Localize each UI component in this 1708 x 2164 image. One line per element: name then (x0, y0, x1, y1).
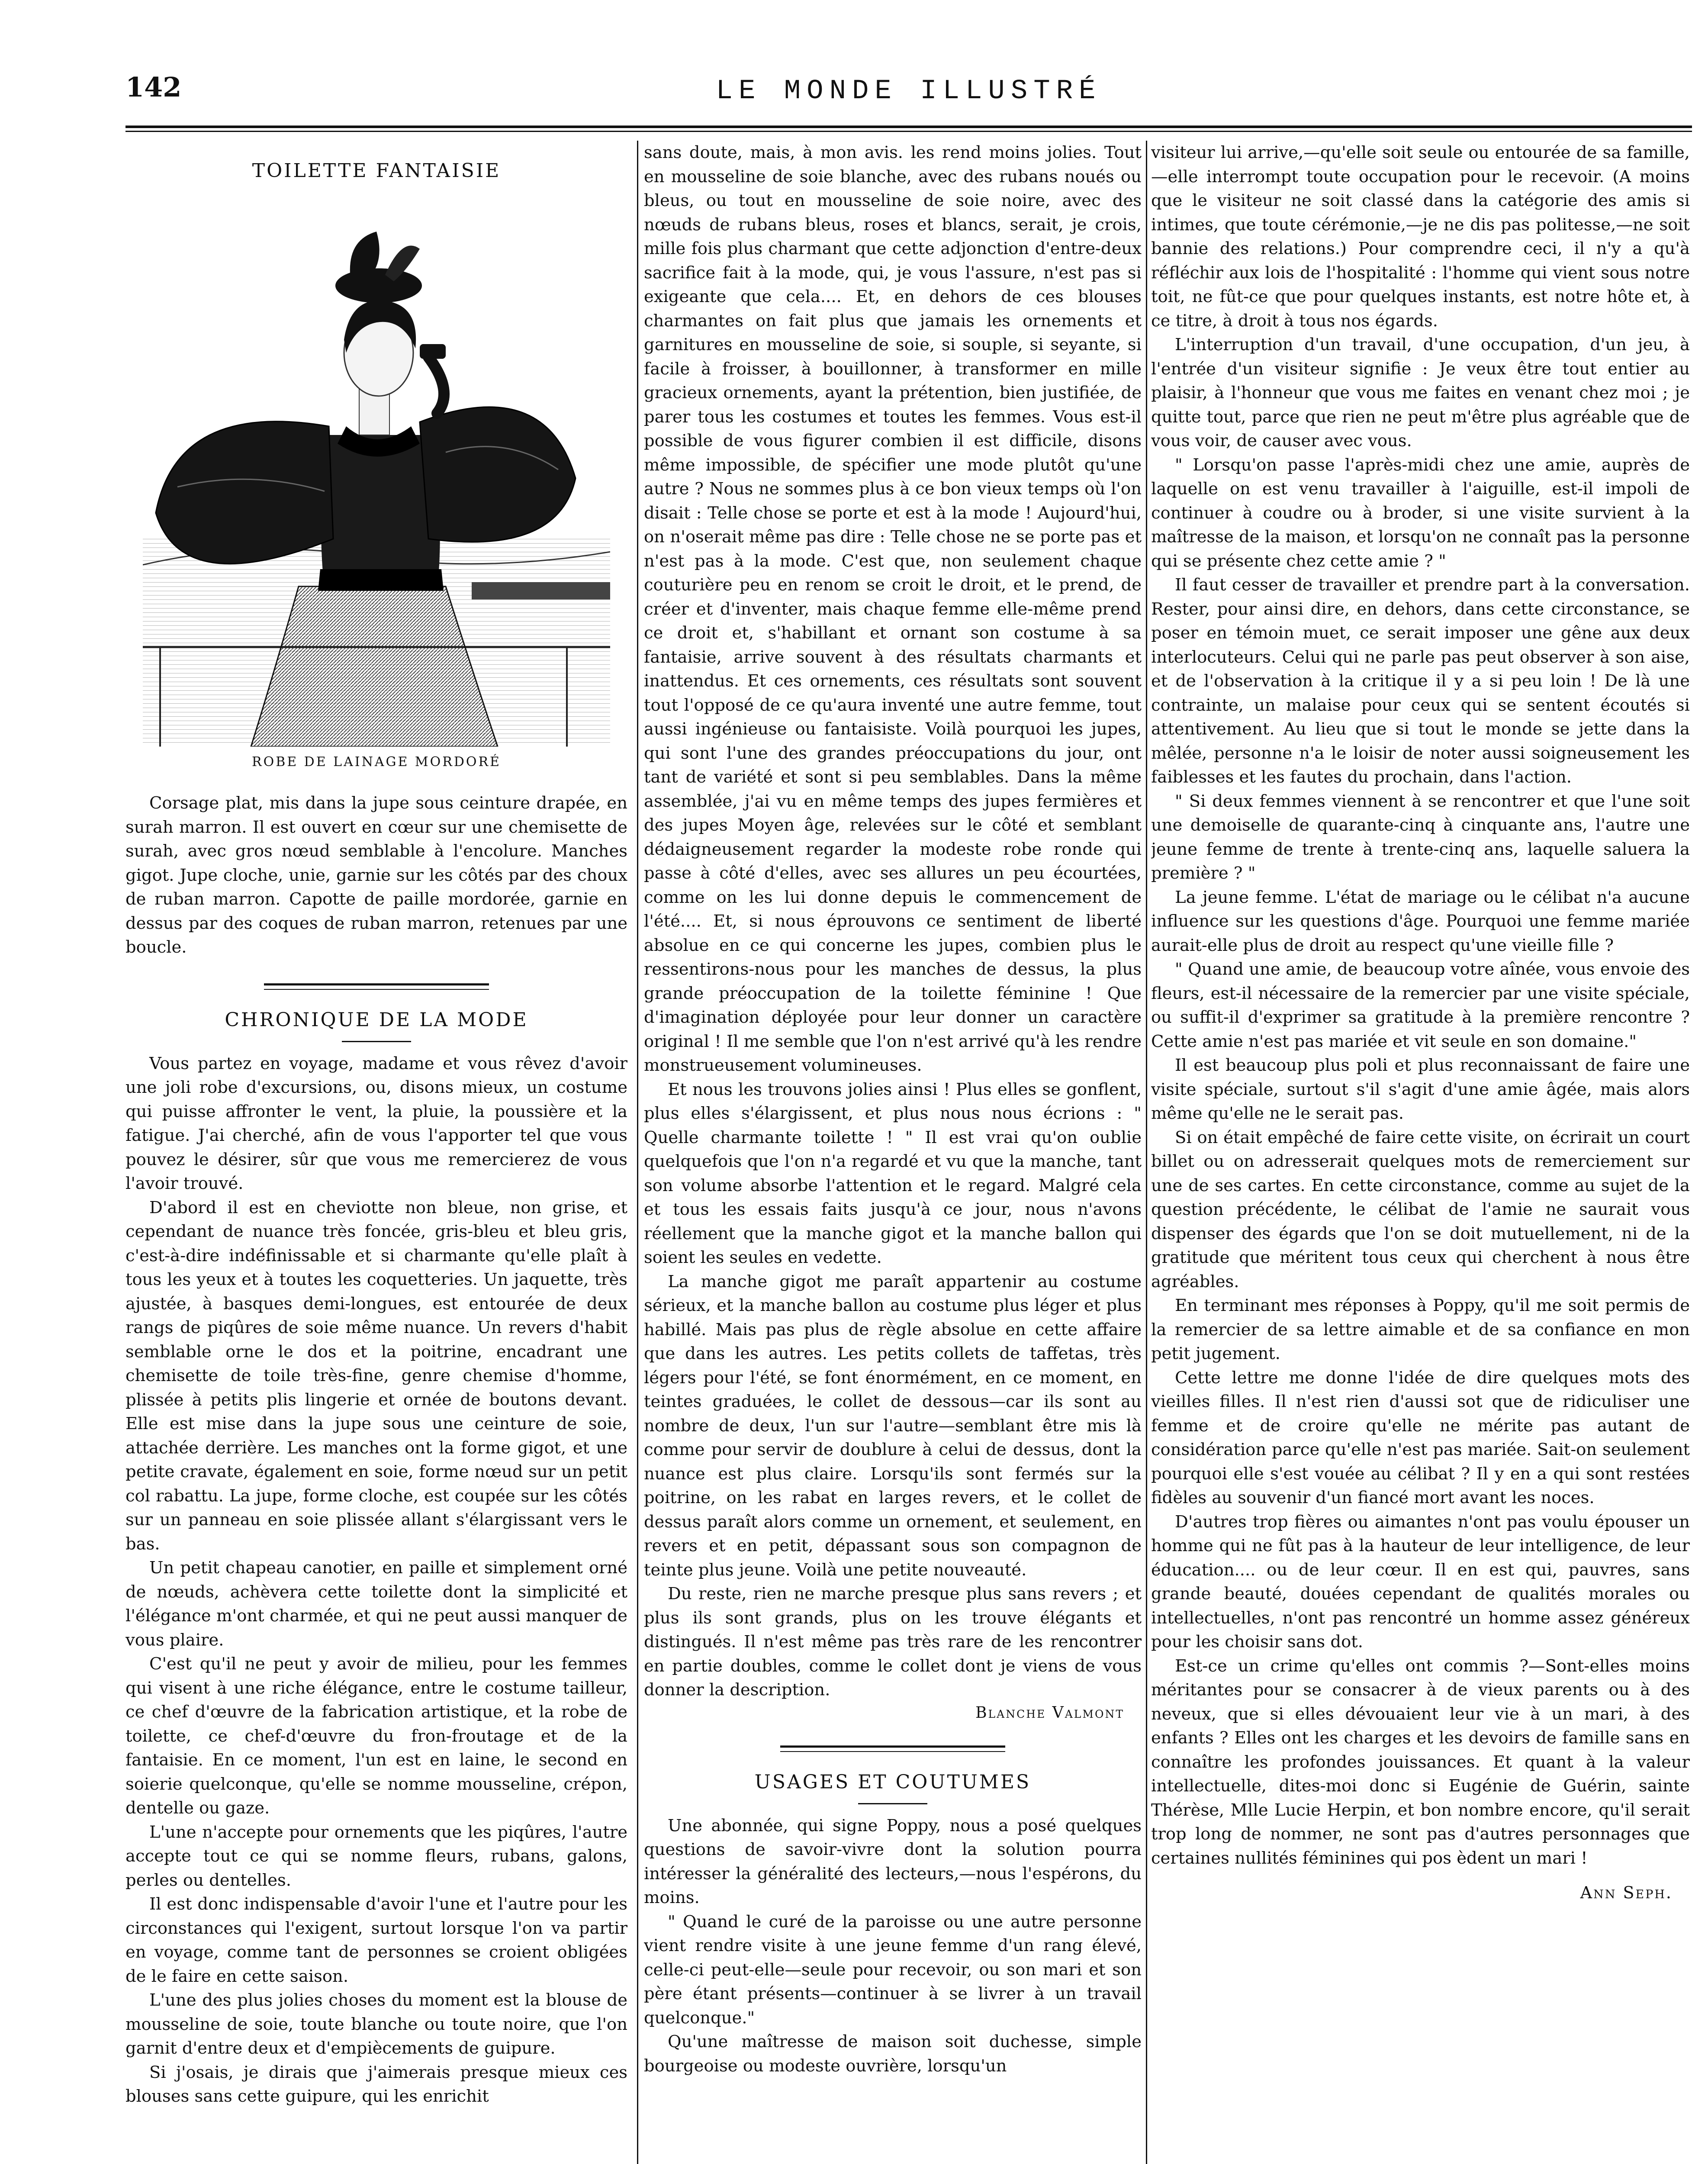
usages-paragraph: Qu'une maîtresse de maison soit duchesse, simple bourgeoise ou modeste ouvrière, lorsqu'un (644, 2032, 1142, 2076)
figure-caption: ROBE DE LAINAGE MORDORÉ (252, 754, 501, 770)
chronique-paragraph: L'une n'accepte pour ornements que les piqûres, l'autre accepte tout ce qui se nomme fleurs, rubans, galons, perles ou dentelles. (125, 1822, 627, 1890)
column-2 (644, 141, 1142, 2164)
usages-paragraph: " Quand le curé de la paroisse ou une autre personne vient rendre visite à une jeune femme d'un rang élevé, celle-ci peut-elle—seule pour recevoir, ou son mari et son père étant présents—continuer à se livrer à un travail quelconque." (644, 1912, 1142, 2028)
usages-paragraph: visiteur lui arrive,—qu'elle soit seule ou entourée de sa famille,—elle interrompt toute occupation pour le recevoir. (A moins que le visiteur ne soit classé dans la catégorie des amis si intimes, que toute cérémonie,—je ne dis pas politesse,—ne soit bannie des relations.) Pour comprendre ceci, il n'y a qu'à réfléchir aux lois de l'hospitalité : l'homme qui vient sous notre toit, ne fût-ce que pour quelques instants, est notre hôte et, à ce titre, à droit à tous nos égards. (1151, 143, 1690, 331)
chronique-paragraph: sans doute, mais, à mon avis. les rend moins jolies. Tout en mousseline de soie blanche, avec des rubans noués ou bleus, ou tout en mousseline de soie noire, avec des nœuds de rubans bleus, roses et blancs, serait, je crois, mille fois plus charmant que cette adjonction d'entre-deux sacrifice fait à la mode, qui, je vous l'assure, n'est pas si exigeante que cela.... Et, en dehors de ces blouses charmantes on fait plus que jamais les ornements et garnitures en mousseline de soie, si souple, si seyante, si facile à froisser, à bouillonner, à transformer en mille gracieux ornements, ayant la prétention, bien justifiée, de parer tous les costumes et toutes les femmes. Vous est-il possible de vous figurer combien il est difficile, disons même impossible, de spécifier une mode plutôt qu'une autre ? Nous ne sommes plus à ce bon vieux temps où l'on disait : Telle chose se porte et est à la mode ! Aujourd'hui, on n'oserait même pas dire : Telle chose ne se porte pas et n'est pas à la mode. C'est que, non seulement chaque couturière peu en renom se croit le droit, et le prend, de créer et d'inventer, mais chaque femme elle-même prend ce droit et, s'habillant et ornant son costume à sa fantaisie, arrive souvent à des résultats charmants et inattendus. Et ces ornements, ces résultats sont souvent tout l'opposé de ce qu'aura inventé une autre femme, tout aussi ingénieuse ou fantaisiste. Voilà pourquoi les jupes, qui sont l'une des grandes préoccupations du jour, ont tant de variété et sont si peu semblables. Dans la même assemblée, j'ai vu en même temps des jupes fermières et des jupes Moyen âge, relevées sur le côté et semblant dédaigneusement regarder la modeste robe ronde qui passe à côté d'elles, avec ses allures un peu écourtées, comme on les lui donne depuis le commencement de l'été.... Et, si nous éprouvons ce sentiment de liberté absolue en ce qui concerne les jupes, combien plus le ressentirons-nous pour les manches de dessus, la plus grande préoccupation de la toilette féminine ! Que d'imagination déployée pour leur donner un caractère original ! Il me semble que l'on n'est arrivé qu'à les rendre monstrueusement volumineuses. (644, 143, 1142, 1075)
usages-paragraph: La jeune femme. L'état de mariage ou le célibat n'a aucune influence sur les questions d'âge. Pourquoi une femme mariée aurait-elle plus de droit au respect qu'une vieille fille ? (1151, 887, 1690, 955)
title-underline (858, 1803, 927, 1804)
author-signature: Blanche Valmont (975, 1704, 1124, 1722)
chronique-paragraph: C'est qu'il ne peut y avoir de milieu, pour les femmes qui visent à une riche élégance, entre le costume tailleur, ce chef d'œuvre de la fabrication artistique, et la robe de toilette, ce chef-d'œuvre du fron-froutage et de la fantaisie. En ce moment, l'un est en laine, le second en soierie quelconque, qu'elle se nomme mousseline, crépon, dentelle ou gaze. (125, 1654, 627, 1818)
title-underline (342, 1041, 411, 1042)
column-1 (125, 141, 627, 2164)
usages-paragraph: En terminant mes réponses à Poppy, qu'il me soit permis de la remercier de sa lettre aimable et de sa confiance en mon petit jugement. (1151, 1296, 1690, 1363)
chronique-paragraph: Il est donc indispensable d'avoir l'une et l'autre pour les circonstances qui l'exigent, surtout lorsque l'on va partir en voyage, comme tant de personnes se croient obligées de le faire en cette saison. (125, 1894, 627, 1986)
usages-paragraph: Si on était empêché de faire cette visite, on écrirait un court billet ou on adresserait quelques mots de remerciement sur une de ses cartes. En cette circonstance, comme au sujet de la question précédente, le célibat de l'amie ne saurait vous dispenser des égards que l'on se doit mutuellement, ni de la gratitude que méritent tous ceux qui cherchent à nous être agréables. (1151, 1127, 1690, 1291)
chronique-paragraph: La manche gigot me paraît appartenir au costume sérieux, et la manche ballon au costume plus léger et plus habillé. Mais pas plus de règle absolue en cette affaire que dans les autres. Les petits collets de taffetas, très légers pour l'été, se font énormément, en ce moment, en teintes graduées, le collet de dessous—car ils sont au nombre de deux, l'un sur l'autre—semblant être mis là comme pour servir de doublure à celui de dessus, dont la nuance est plus claire. Lorsqu'ils sont fermés sur la poitrine, on les rabat en larges revers, et le collet de dessus paraît alors comme un ornement, et seulement, en revers et en petit, dépassant sous son compagnon de teinte plus jeune. Voilà une petite nouveauté. (644, 1272, 1142, 1580)
usages-paragraph: " Lorsqu'on passe l'après-midi chez une amie, auprès de laquelle on est venu travailler à l'aiguille, est-il impoli de continuer à coudre ou à broder, si une visite survient à la maîtresse de la maison, et lorsqu'on ne connaît pas la personne qui se présente chez cette amie ? " (1151, 455, 1690, 571)
fashion-illustration (143, 210, 610, 747)
usages-paragraph: Il faut cesser de travailler et prendre part à la conversation. Rester, pour ainsi dire, en dehors, dans cette circonstance, se poser en témoin muet, ce serait imposer une gêne aux deux interlocuteurs. Celui qui ne parle pas peut observer à son aise, et de l'observation à la critique il y a si peu loin ! De là une contrainte, un malaise pour ceux qui se sentent écoutés si attentivement. Au lieu que si tout le monde se jette dans la mêlée, personne n'a le loisir de noter aussi soigneusement les faiblesses et les fautes du prochain, dans l'action. (1151, 575, 1690, 787)
masthead-title: LE MONDE ILLUSTRÉ (716, 76, 1102, 107)
page-header (125, 71, 1692, 123)
column-3 (1151, 141, 1690, 2164)
chronique-paragraph: D'abord il est en cheviotte non bleue, non grise, et cependant de nuance très foncée, gris-bleu et bleu gris, c'est-à-dire indéfinissable et si charmante qu'elle plaît à tous les yeux et à toutes les coquetteries. Un jaquette, très ajustée, à basques demi-longues, est entourée de deux rangs de piqûres de soie même nuance. Un revers d'habit semblable orne le dos et la poitrine, encadrant une chemisette de toile très-fine, genre chemise d'homme, plissée à petits plis lingerie et ornée de boutons devant. Elle est mise dans la jupe sous une ceinture de soie, attachée derrière. Les manches ont la forme gigot, et une petite cravate, également en soie, forme nœud sur un petit col rabattu. La jupe, forme cloche, est coupée sur les côtés sur un panneau en soie plissée allant s'élargissant vers le bas. (125, 1198, 627, 1554)
usages-paragraph: " Si deux femmes viennent à se rencontrer et que l'une soit une demoiselle de quarante-cinq à cinquante ans, l'autre une jeune femme de trente à trente-cinq ans, laquelle saluera la première ? " (1151, 791, 1690, 883)
chronique-paragraph: Et nous les trouvons jolies ainsi ! Plus elles se gonflent, plus elles s'élargissent, et plus nous nous écrions : " Quelle charmante toilette ! " Il est vrai qu'on oublie quelquefois que l'on n'a regardé et vu que la manche, tant son volume absorbe l'attention et le regard. Malgré cela et tous les essais faits jusqu'à ce jour, nous n'avons réellement que la manche gigot et la manche ballon qui soient les seules en vedette. (644, 1079, 1142, 1267)
usages-paragraph: Il est beaucoup plus poli et plus reconnaissant de faire une visite spéciale, surtout s'il s'agit d'une amie âgée, mais alors même qu'elle ne le serait pas. (1151, 1056, 1690, 1123)
usages-paragraph: D'autres trop fières ou aimantes n'ont pas voulu épouser un homme qui ne fût pas à la hauteur de leur intelligence, de leur éducation.... ou de leur cœur. Il en est qui, pauvres, sans grande beauté, douées cependant de qualités morales ou intellectuelles, n'ont pas rencontré un homme assez généreux pour les choisir sans dot. (1151, 1512, 1690, 1652)
usages-paragraph: L'interruption d'un travail, d'une occupation, d'un jeu, à l'entrée d'un visiteur signifie : Je veux être tout entier au plaisir, à l'honneur que vous me faites en venant chez moi ; je quitte tout, parce que rien ne peut m'être plus agréable que de vous voir, de causer avec vous. (1151, 335, 1690, 451)
header-rule (125, 126, 1692, 128)
chronique-paragraph: Vous partez en voyage, madame et vous rêvez d'avoir une joli robe d'excursions, ou, disons mieux, un costume qui puisse affronter le vent, la pluie, la poussière et la fatigue. J'ai cherché, afin de vous l'apporter tel que vous pouvez le désirer, sûr que vous me remercierez de vous l'avoir trouvé. (125, 1053, 627, 1193)
ornament-rule (264, 983, 489, 985)
page-number: 142 (125, 71, 182, 103)
usages-paragraph: Est-ce un crime qu'elles ont commis ?—Sont-elles moins méritantes pour se consacrer à de vieux parents ou à des neveux, que si elles dévouaient leur vie à un mari, à des enfants ? Elles ont les charges et les devoirs de famille sans en connaître les profondes jouissances. Et quant à la valeur intellectuelle, dites-moi donc si Eugénie de Guérin, sainte Thérèse, Mlle Lucie Herpin, et bon nombre encore, qu'il serait trop long de nommer, ne sont pas d'autres personnages que certaines nullités féminines qui pos èdent un mari ! (1151, 1656, 1690, 1868)
chronique-paragraph: Du reste, rien ne marche presque plus sans revers ; et plus ils sont grands, plus on les trouve élégants et distingués. Il n'est même pas très rare de les rencontrer en partie doubles, comme le collet dont je viens de vous donner la description. (644, 1584, 1142, 1700)
chronique-paragraph: Un petit chapeau canotier, en paille et simplement orné de nœuds, achèvera cette toilette dont la simplicité et l'élégance m'ont charmée, et qui ne peut aussi manquer de vous plaire. (125, 1558, 627, 1650)
woman-in-dress-engraving (143, 210, 610, 747)
section-title-chronique: CHRONIQUE DE LA MODE (225, 1008, 528, 1031)
usages-paragraph: " Quand une amie, de beaucoup votre aînée, vous envoie des fleurs, est-il nécessaire de la remercier par une visite spéciale, ou suffit-il d'exprimer sa gratitude à la première rencontre ? Cette amie n'est pas mariée et vit seule en son domaine." (1151, 960, 1690, 1051)
section-title-toilette: TOILETTE FANTAISIE (252, 160, 501, 182)
chronique-paragraph: L'une des plus jolies choses du moment est la blouse de mousseline de soie, toute blanche ou toute noire, que l'on garnit d'entre deux et d'empiècements de guipure. (125, 1990, 627, 2058)
header-rule-thin (125, 131, 1692, 132)
chronique-paragraph: Si j'osais, je dirais que j'aimerais presque mieux ces blouses sans cette guipure, qui les enrichit (125, 2062, 627, 2106)
usages-paragraph: Cette lettre me donne l'idée de dire quelques mots des vieilles filles. Il n'est rien d'aussi sot que de ridiculiser une femme et de croire qu'elle ne mérite pas autant de considération parce qu'elle n'est pas mariée. Sait-on seulement pourquoi elle s'est vouée au célibat ? Il y en a qui sont restées fidèles au souvenir d'un fiancé mort avant les noces. (1151, 1368, 1690, 1507)
column-divider-2 (1146, 141, 1147, 2164)
column-divider-1 (637, 141, 638, 2164)
author-signature: Ann Seph. (1580, 1883, 1673, 1902)
ornament-rule (780, 1745, 1005, 1748)
figure-description: Corsage plat, mis dans la jupe sous ceinture drapée, en surah marron. Il est ouvert en cœur sur une chemisette de surah, avec gros nœud semblable à l'encolure. Manches gigot. Jupe cloche, unie, garnie sur les côtés par des choux de ruban marron. Capotte de paille mordorée, garnie en dessus par des coques de ruban marron, retenues par une boucle. (125, 793, 627, 957)
section-title-usages: USAGES ET COUTUMES (754, 1771, 1031, 1793)
usages-paragraph: Une abonnée, qui signe Poppy, nous a posé quelques questions de savoir-vivre dont la solution pourra intéresser la généralité des lecteurs,—nous l'espérons, du moins. (644, 1816, 1142, 1907)
